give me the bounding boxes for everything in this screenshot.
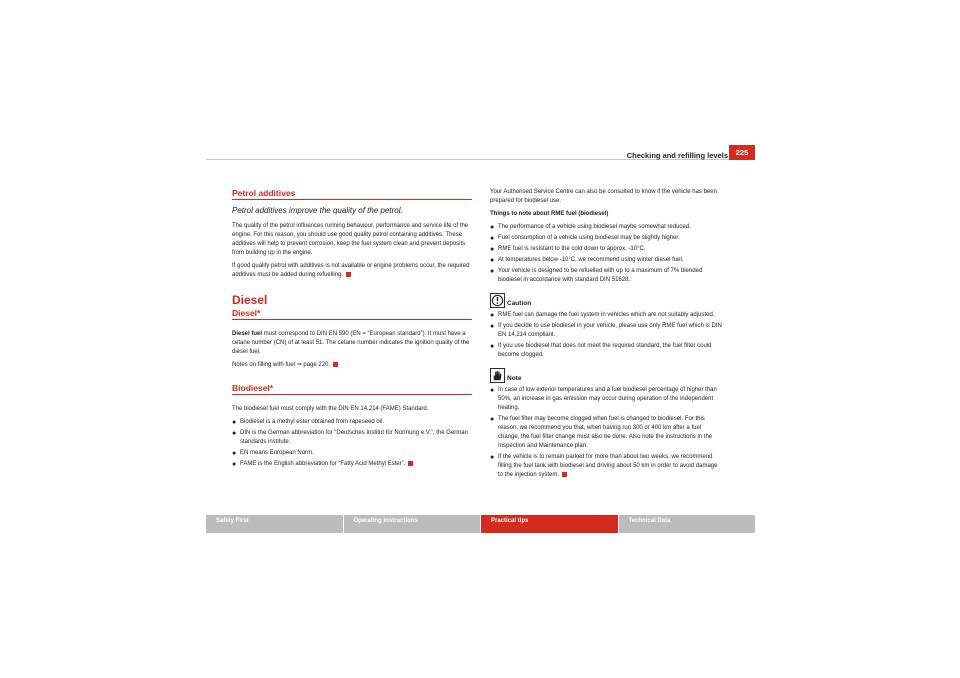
- bullet-icon: ●: [232, 430, 237, 437]
- page-number: 225: [729, 145, 755, 160]
- list-item: ● At temperatures below -10°C, we recommend using winter diesel fuel.: [490, 257, 684, 264]
- biodiesel-paragraph-1: The biodiesel fuel must comply with the DIN EN 14.214 (FAME) Standard.: [232, 406, 429, 412]
- bullet-icon: ●: [490, 343, 495, 350]
- list-item: ● Biodiesel is a methyl ester obtained from rapeseed oil.: [232, 419, 385, 426]
- note-hand-icon: [490, 368, 505, 383]
- petrol-additives-heading: Petrol additives: [232, 188, 472, 200]
- list-item: ● DIN is the German abbreviation for “Deutsches Institut für Normung e.V.”, the German standards institute.: [232, 430, 468, 445]
- left-column: [232, 188, 472, 471]
- end-mark-icon: [346, 272, 351, 277]
- petrol-paragraph-1: The quality of the petrol influences running behaviour, performance and service life of the engine. For this reason, you should use good quality petrol containing additives. These additives will help to prevent corrosion, keep the fuel system clean and prevent deposits from building up in the engine.: [232, 223, 469, 256]
- list-item: ● If you use biodiesel that does not meet the required standard, the fuel filter could become clogged.: [490, 343, 712, 358]
- footer-nav: [206, 515, 755, 533]
- rme-heading: Things to note about RME fuel (biodiesel): [490, 211, 609, 217]
- list-item: ● If you decide to use biodiesel in your vehicle, please use only RME fuel which is DIN EN 14,214 compliant.: [490, 323, 722, 338]
- diesel-heading: Diesel*: [232, 308, 472, 320]
- diesel-paragraph-1: [232, 330, 472, 357]
- right-column: [490, 188, 722, 482]
- note-label: Note: [507, 375, 522, 382]
- caution-label: Caution: [507, 300, 532, 307]
- list-item: ● RME fuel is resistant to the cold down to approx. -10°C.: [490, 246, 646, 253]
- bullet-icon: ●: [490, 416, 495, 423]
- bullet-icon: ●: [232, 461, 237, 468]
- list-item: ● Fuel consumption of a vehicle using biodiesel may be slightly higher.: [490, 235, 680, 242]
- bullet-icon: ●: [490, 454, 495, 461]
- bullet-icon: ●: [490, 224, 495, 231]
- bullet-icon: ●: [232, 450, 237, 457]
- bullet-icon: ●: [490, 387, 495, 394]
- list-item: ● Your vehicle is designed to be refuelled with up to a maximum of 7% blended biodiesel in accordance with standard DIN 51628.: [490, 268, 703, 283]
- list-item: ● EN means European Norm.: [232, 450, 314, 457]
- list-item: ● The performance of a vehicle using biodiesel maybe somewhat reduced.: [490, 224, 691, 231]
- chapter-title: Checking and refilling levels: [626, 151, 728, 160]
- diesel-title: Diesel: [232, 293, 268, 307]
- bullet-icon: ●: [232, 419, 237, 426]
- list-item: ● The fuel filter may become clogged when fuel is changed to biodiesel. For this reason, we recommend you that, when having run 300 or 400 km after a fuel change, the fuel filter change must also be done. Also note the instructions in the Inspection and Maintenance plan.: [490, 416, 713, 449]
- caution-exclamation-icon: [490, 293, 505, 308]
- petrol-paragraph-2: [232, 262, 472, 280]
- petrol-paragraph-2-text: If good quality petrol with additives is not available or engine problems occur, the required additives must be added during refuelling.: [232, 263, 470, 278]
- list-item: ● FAME is the English abbreviation for “Fatty Acid Methyl Ester”.: [232, 460, 472, 469]
- diesel-paragraph-1-text: must correspond to DIN EN 590 (EN = “European standard”). It must have a cetane number (CN) of at least 51. The cetane number indicates the ignition quality of the diesel fuel.: [232, 331, 470, 355]
- list-item: ● In case of low exterior temperatures and a fuel biodiesel percentage of higher than 50%, an increase in gas emission may occur during operation of the independent heating.: [490, 387, 717, 411]
- tab-operating-instructions[interactable]: Operating instructions: [344, 515, 481, 533]
- end-mark-icon: [333, 362, 338, 367]
- bullet-icon: ●: [490, 235, 495, 242]
- diesel-fuel-term: Diesel fuel: [232, 331, 263, 337]
- list-item: ● RME fuel can damage the fuel system in vehicles which are not suitably adjusted.: [490, 312, 715, 319]
- diesel-paragraph-2-text: Notes on filling with fuel: [232, 362, 296, 368]
- caution-header: [490, 293, 722, 308]
- note-header: [490, 368, 722, 383]
- bullet-icon: ●: [490, 323, 495, 330]
- bullet-icon: ●: [490, 268, 495, 275]
- tab-technical-data[interactable]: Technical Data: [619, 515, 756, 533]
- bullet-icon: ●: [490, 246, 495, 253]
- diesel-paragraph-2: [232, 361, 472, 370]
- bullet-icon: ●: [490, 312, 495, 319]
- list-item: ● If the vehicle is to remain parked for more than about two weeks, we recommend filling the fuel tank with biodiesel and driving about 50 km in order to avoid damage to the injection system.: [490, 454, 718, 478]
- intro-paragraph: Your Authorised Service Centre can also be consulted to know if the vehicle has been prepared for biodiesel use.: [490, 189, 717, 204]
- petrol-additives-subtitle: Petrol additives improve the quality of the petrol.: [232, 206, 403, 215]
- end-mark-icon: [408, 461, 413, 466]
- tab-safety-first[interactable]: Safety First: [206, 515, 343, 533]
- biodiesel-heading: Biodiesel*: [232, 383, 472, 395]
- page-reference-link[interactable]: ⇒ page 220.: [296, 362, 331, 368]
- bullet-icon: ●: [490, 257, 495, 264]
- tab-practical-tips[interactable]: Practical tips: [481, 515, 618, 533]
- end-mark-icon: [562, 472, 567, 477]
